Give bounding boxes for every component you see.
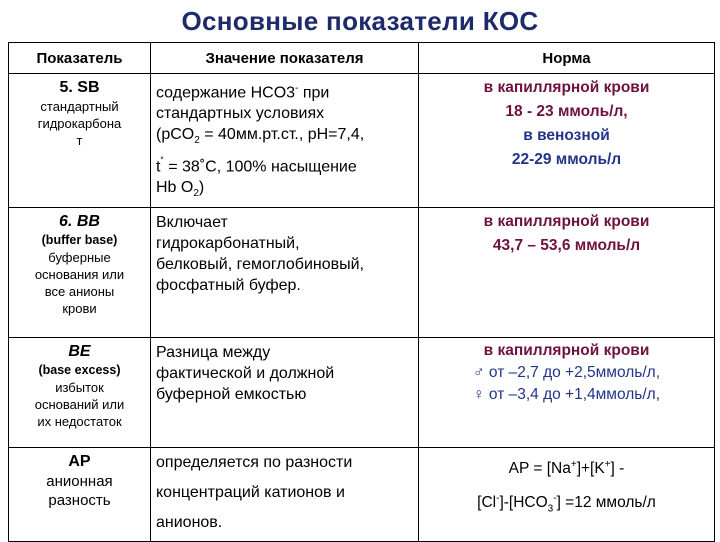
norm-value: 18 - 23 ммоль/л, (505, 103, 628, 120)
norm-head: в капиллярной крови (483, 342, 650, 360)
table-row (9, 338, 715, 448)
header-value: Значение показателя (151, 43, 419, 74)
indicator-subabbr: (buffer base) (41, 233, 118, 248)
value-cell: Включает гидрокарбонатный, белковый, гемоглобиновый, фосфатный буфер. (151, 208, 419, 338)
table-row (9, 74, 715, 208)
norm-cell (419, 448, 715, 542)
indicator-desc: стандартный гидрокарбона т (37, 99, 122, 148)
value-cell: содержание HCO3- при стандартных условиях (pCO$_2$ = 40мм.рт.ст., рН=7,4, t˚ = 38˚С, 100% насыщение Hb $O_2$) (151, 74, 419, 208)
norm-value: 43,7 – 53,6 ммоль/л (492, 237, 641, 255)
indicator-subabbr: (base excess) (38, 363, 121, 378)
indicator-abbr: 6. BB (59, 213, 100, 231)
norm-male: ♂ от –2,7 до +2,5ммоль/л, (472, 364, 661, 382)
indicator-cell (9, 74, 151, 208)
table-header-row (9, 43, 715, 74)
value-cell: определяется по разности концентраций катионов и анионов. (151, 448, 419, 542)
kos-table (8, 42, 715, 542)
header-norm: Норма (419, 43, 715, 74)
value-cell: Разница между фактической и должной буферной емкостью (151, 338, 419, 448)
norm-head: в капиллярной крови (483, 213, 650, 231)
indicator-abbr: BE (68, 343, 91, 361)
indicator-cell (9, 338, 151, 448)
indicator-desc: буферные основания или все анионы крови (34, 250, 125, 317)
page-title: Основные показатели КОС (181, 6, 539, 36)
indicator-desc: анионная разность (46, 473, 113, 510)
norm-head: в капиллярной крови (483, 79, 650, 96)
table-row (9, 448, 715, 542)
indicator-cell (9, 448, 151, 542)
norm-subhead: в венозной (523, 127, 610, 144)
header-indicator: Показатель (9, 43, 151, 74)
norm-female: ♀ от –3,4 до +1,4ммоль/л, (472, 386, 661, 404)
norm-cell (419, 208, 715, 338)
norm-formula-line1: AP = [Na+]+[K+] - (508, 459, 625, 478)
indicator-abbr: AP (68, 453, 91, 471)
norm-value: 22-29 ммоль/л (511, 151, 622, 168)
norm-cell (419, 338, 715, 448)
indicator-desc: избыток оснований или их недостаток (34, 380, 125, 430)
indicator-abbr: 5. SB (59, 79, 100, 96)
table-row (9, 208, 715, 338)
indicator-cell (9, 208, 151, 338)
norm-cell (419, 74, 715, 208)
norm-formula-line2: $[Cl^-]-[HCO_3^-] =12$ ммоль/л (477, 493, 656, 515)
